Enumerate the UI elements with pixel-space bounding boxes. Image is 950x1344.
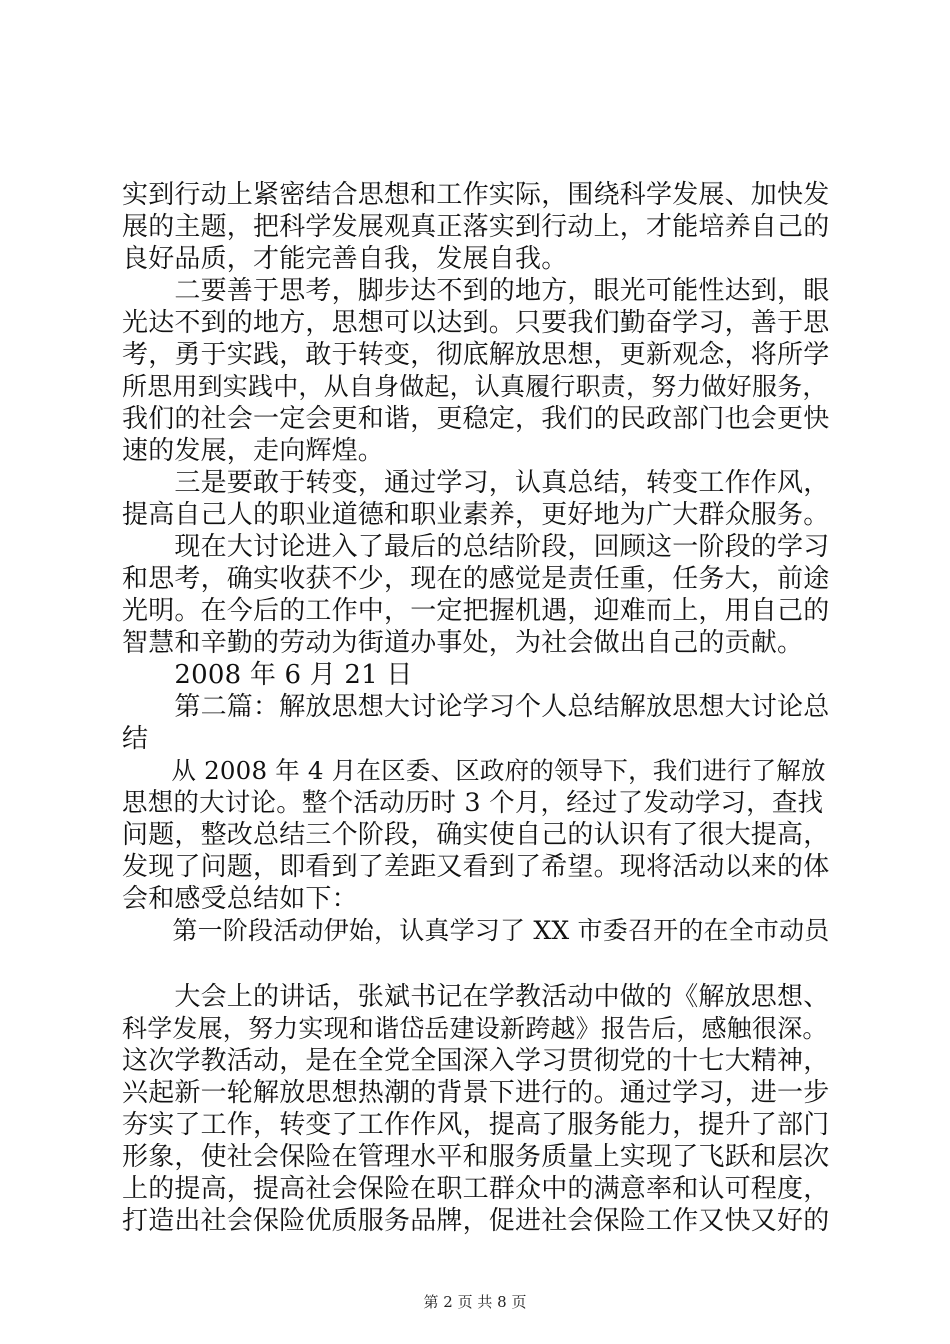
text-line: 智慧和辛勤的劳动为街道办事处，为社会做出自己的贡献。 (122, 628, 804, 658)
text-line: 大会上的讲话，张斌书记在学教活动中做的《解放思想、 (122, 982, 830, 1012)
text-line: 科学发展，努力实现和谐岱岳建设新跨越》报告后，感触很深。 (122, 1014, 828, 1043)
text-line: 思想的大讨论。整个活动历时 3 个月，经过了发动学习，查找 (122, 788, 824, 818)
text-line: 上的提高，提高社会保险在职工群众中的满意率和认可程度， (122, 1174, 830, 1204)
text-line: 第一阶段活动伊始，认真学习了 XX 市委召开的在全市动员 (122, 916, 830, 945)
text-line: 和思考，确实收获不少，现在的感觉是责任重，任务大，前途 (122, 564, 830, 594)
text-line: 光达不到的地方，思想可以达到。只要我们勤奋学习，善于思 (122, 308, 830, 338)
text-line: 考，勇于实践，敢于转变，彻底解放思想，更新观念，将所学 (122, 340, 830, 370)
text-line: 光明。在今后的工作中，一定把握机遇，迎难而上，用自己的 (122, 596, 830, 626)
text-line: 夯实了工作，转变了工作作风，提高了服务能力，提升了部门 (122, 1110, 830, 1140)
text-line: 我们的社会一定会更和谐，更稳定，我们的民政部门也会更快 (122, 404, 830, 434)
text-line: 二要善于思考，脚步达不到的地方，眼光可能性达到，眼 (122, 276, 830, 306)
date-line: 2008 年 6 月 21 日 (122, 660, 413, 690)
text-line: 兴起新一轮解放思想热潮的背景下进行的。通过学习，进一步 (122, 1078, 830, 1108)
text-line: 速的发展，走向辉煌。 (122, 436, 385, 466)
text-line: 展的主题，把科学发展观真正落实到行动上，才能培养自己的 (122, 212, 830, 242)
text-line: 发现了问题，即看到了差距又看到了希望。现将活动以来的体 (122, 852, 830, 882)
text-line: 实到行动上紧密结合思想和工作实际，围绕科学发展、加快发 (122, 180, 830, 210)
text-line: 问题，整改总结三个阶段，确实使自己的认识有了很大提高， (122, 820, 830, 850)
text-line: 会和感受总结如下： (122, 884, 358, 914)
section-heading-continued: 结 (122, 724, 149, 754)
page-number-footer: 第 2 页 共 8 页 (423, 1293, 527, 1311)
text-line: 从 2008 年 4 月在区委、区政府的领导下，我们进行了解放 (122, 756, 826, 785)
section-heading: 第二篇：解放思想大讨论学习个人总结解放思想大讨论总 (122, 692, 830, 722)
text-line: 良好品质，才能完善自我，发展自我。 (122, 244, 568, 274)
text-line: 打造出社会保险优质服务品牌，促进社会保险工作又快又好的 (122, 1206, 830, 1236)
text-line: 所思用到实践中，从自身做起，认真履行职责，努力做好服务， (122, 372, 828, 401)
text-line: 三是要敢于转变，通过学习，认真总结，转变工作作风， (122, 468, 830, 498)
text-line: 现在大讨论进入了最后的总结阶段，回顾这一阶段的学习 (122, 532, 830, 562)
text-line: 形象，使社会保险在管理水平和服务质量上实现了飞跃和层次 (122, 1142, 830, 1172)
text-line: 提高自己人的职业道德和职业素养，更好地为广大群众服务。 (122, 500, 830, 530)
text-line: 这次学教活动，是在全党全国深入学习贯彻党的十七大精神， (122, 1046, 830, 1076)
